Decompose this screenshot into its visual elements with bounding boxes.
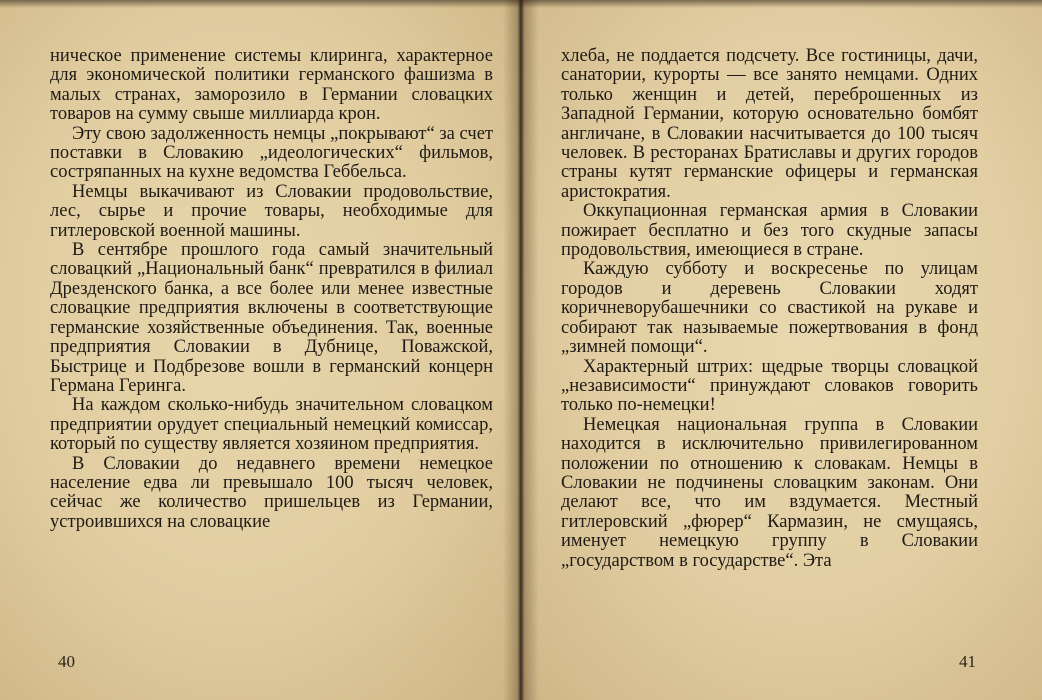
page-number: 41 (959, 652, 976, 671)
paragraph: ническое применение системы клиринга, характерное для экономической политики германского фашизма в малых странах, заморозило в Германии словацких товаров на сумму свыше миллиарда крон. (50, 46, 493, 125)
page-number: 40 (58, 652, 75, 671)
paragraph: Каждую субботу и воскресенье по улицам городов и деревень Словакии ходят коричневорубашечники со свастикой на рукаве и собирают так называемые пожертвования в фонд „зимней помощи“. (561, 259, 978, 358)
right-page (521, 0, 1042, 700)
paragraph: Оккупационная германская армия в Словакии пожирает бесплатно и без того скудные запасы продовольствия, имеющиеся в стране. (561, 201, 978, 261)
paragraph: Немцы выкачивают из Словакии продовольствие, лес, сырье и прочие товары, необходимые для гитлеровской военной машины. (50, 181, 493, 241)
paragraph: Эту свою задолженность немцы „покрывают“ за счет поставки в Словакию „идеологических“ фильмов, состряпанных на кухне ведомства Геббельса. (50, 123, 493, 183)
left-page-text (50, 47, 493, 532)
paragraph: Немецкая национальная группа в Словакии находится в исключительно привилегированном положении по отношению к словакам. Немцы в Словакии не подчинены словацким законам. Они делают все, что им вздумается. Местный гитлеровский „фюрер“ Кармазин, не смущаясь, именует немецкую группу в Словакии „государством в государстве“. Эта (561, 414, 978, 571)
paragraph: Характерный штрих: щедрые творцы словацкой „независимости“ принуждают словаков говорить только по-немецки! (561, 356, 978, 416)
paragraph: В сентябре прошлого года самый значительный словацкий „Национальный банк“ превратился в филиал Дрезденского банка, а все более или менее известные словацкие предприятия включены в соответствующие германские хозяйственные объединения. Так, военные предприятия Словакии в Дубнице, Поважской, Быстрице и Подбрезове вошли в германский концерн Германа Геринга. (50, 240, 493, 396)
paragraph: На каждом сколько-нибудь значительном словацком предприятии орудует специальный немецкий комиссар, который по существу является хозяином предприятия. (50, 395, 493, 455)
paragraph: В Словакии до недавнего времени немецкое население едва ли превышало 100 тысяч человек, сейчас же количество пришельцев из Германии, устроившихся на словацкие (50, 453, 493, 532)
right-page-text (561, 47, 978, 571)
paragraph: хлеба, не поддается подсчету. Все гостиницы, дачи, санатории, курорты — все занято немцами. Одних только женщин и детей, переброшенных из Западной Германии, которую основательно бомбят англичане, в Словакии насчитывается до 100 тысяч человек. В ресторанах Братиславы и других городов страны кутят германские офицеры и германская аристократия. (561, 46, 978, 202)
